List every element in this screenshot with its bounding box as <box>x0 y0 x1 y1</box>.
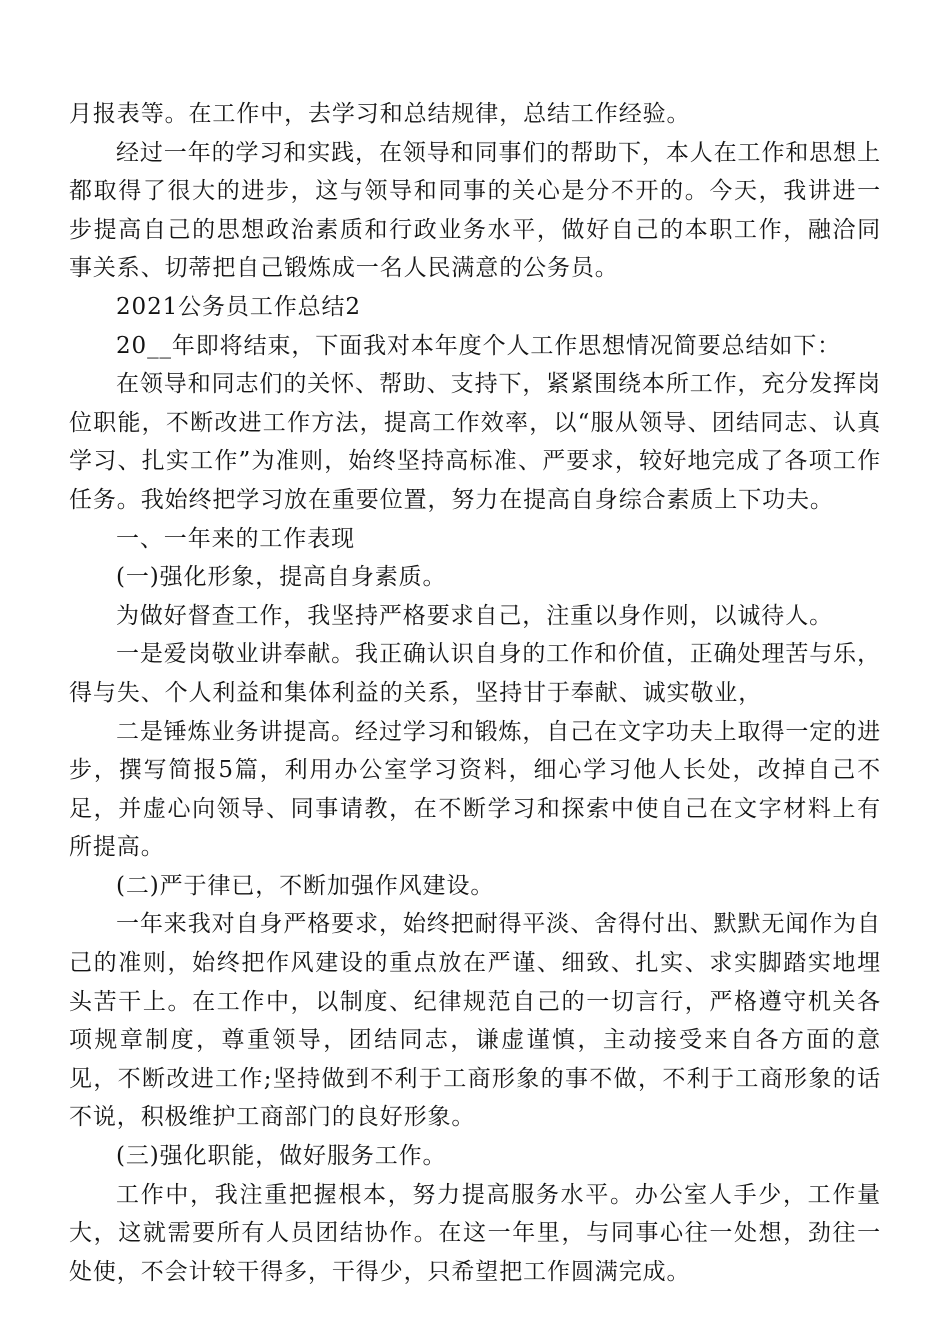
section-title: 2021公务员工作总结2 <box>116 293 361 320</box>
paragraph-progress: 经过一年的学习和实践，在领导和同事们的帮助下，本人在工作和思想上都取得了很大的进步，这与领导和同事的关心是分不开的。今天，我讲进一步提高自己的思想政治素质和行政业务水平，做好自己的本职工作，融洽同事关系、切蒂把自己锻炼成一名人民满意的公务员。 <box>69 139 881 282</box>
subheading-3: (三)强化职能，做好服务工作。 <box>116 1143 447 1170</box>
subheading-2: (二)严于律已，不断加强作风建设。 <box>116 872 495 899</box>
heading-work-performance: 一、一年来的工作表现 <box>116 525 355 552</box>
paragraph-service: 工作中，我注重把握根本，努力提高服务水平。办公室人手少，工作量大，这就需要所有人员团结协作。在这一年里，与同事心往一处想，劲往一处使，不会计较干得多，干得少，只希望把工作圆满完成。 <box>69 1181 881 1285</box>
document-body <box>69 95 881 1291</box>
paragraph-discipline: 一年来我对自身严格要求，始终把耐得平淡、舍得付出、默默无闻作为自己的准则，始终把作风建设的重点放在严谨、细致、扎实、求实脚踏实地埋头苦干上。在工作中，以制度、纪律规范自己的一切言行，严格遵守机关各项规章制度，尊重领导，团结同志，谦虚谨慎，主动接受来自各方面的意见，不断改进工作;坚持做到不利于工商形象的事不做，不利于工商形象的话不说，积极维护工商部门的良好形象。 <box>69 911 881 1131</box>
paragraph-supervision: 为做好督查工作，我坚持严格要求自己，注重以身作则，以诚待人。 <box>116 602 833 629</box>
paragraph-continuation: 月报表等。在工作中，去学习和总结规律，总结工作经验。 <box>69 101 691 127</box>
paragraph-intro: 20__年即将结束，下面我对本年度个人工作思想情况简要总结如下： <box>116 332 842 359</box>
paragraph-dedication: 一是爱岗敬业讲奉献。我正确认识自身的工作和价值，正确处理苦与乐，得与失、个人利益和集体利益的关系，坚持甘于奉献、诚实敬业， <box>69 641 881 706</box>
paragraph-improvement: 二是锤炼业务讲提高。经过学习和锻炼，自己在文字功夫上取得一定的进步，撰写简报5篇，利用办公室学习资料，细心学习他人长处，改掉自己不足，并虚心向领导、同事请教，在不断学习和探索中使自己在文字材料上有所提高。 <box>69 718 881 861</box>
subheading-1: (一)强化形象，提高自身素质。 <box>116 564 447 591</box>
paragraph-overview: 在领导和同志们的关怀、帮助、支持下，紧紧围绕本所工作，充分发挥岗位职能，不断改进工作方法，提高工作效率，以“服从领导、团结同志、认真学习、扎实工作”为准则，始终坚持高标准、严要求，较好地完成了各项工作任务。我始终把学习放在重要位置，努力在提高自身综合素质上下功夫。 <box>69 371 881 513</box>
